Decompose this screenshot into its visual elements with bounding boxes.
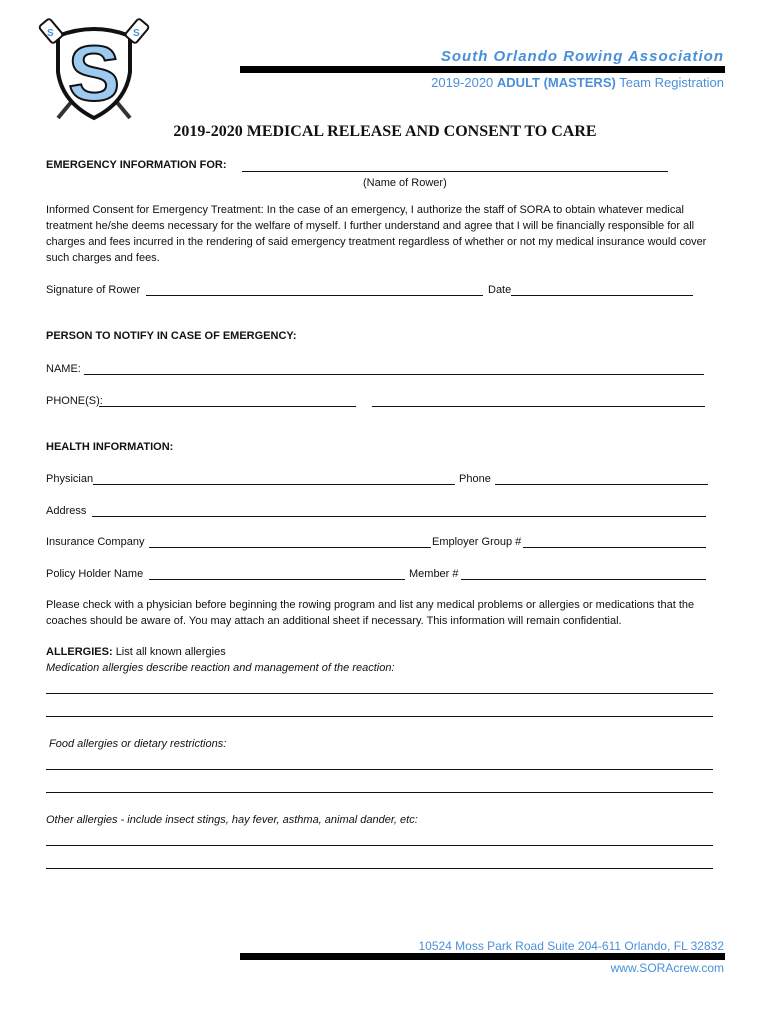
notify-phone-field-2[interactable] [372, 406, 705, 407]
physician-phone-label: Phone [459, 473, 491, 485]
medication-allergies-label: Medication allergies describe reaction and management of the reaction: [46, 662, 395, 674]
physician-phone-field[interactable] [495, 484, 708, 485]
rower-name-field[interactable] [242, 171, 668, 172]
rower-name-caption: (Name of Rower) [363, 177, 447, 189]
signature-label: Signature of Rower [46, 284, 141, 296]
food-allergies-label: Food allergies or dietary restrictions: [49, 738, 227, 750]
employer-group-label: Employer Group # [432, 536, 522, 548]
address-label: Address [46, 505, 87, 517]
food-allergies-line-1[interactable] [46, 769, 713, 770]
health-instructions: Please check with a physician before beginning the rowing program and list any medical problems or allergies or medications that the coaches should be aware of. You may attach an additional sheet if necessary. This information will remain confidential. [46, 599, 695, 627]
health-heading: HEALTH INFORMATION: [46, 441, 174, 453]
consent-text: Informed Consent for Emergency Treatment: In the case of an emergency, I authorize the staff of SORA to obtain whatever medical treatment he/she deems necessary for the welfare of myself. I further understand and agree that I will be financially responsible for all charges and fees incurred in the rendering of said emergency treatment regardless of whether or not my medical insurance would cover such charges and fees. [46, 204, 707, 264]
member-number-field[interactable] [461, 579, 706, 580]
food-allergies-line-2[interactable] [46, 792, 713, 793]
insurance-field[interactable] [149, 547, 431, 548]
notify-phone-label: PHONE(S): [46, 395, 103, 407]
logo-blade-letter-left: S [47, 28, 54, 39]
allergies-note: List all known allergies [115, 646, 226, 658]
policy-holder-field[interactable] [149, 579, 405, 580]
logo-letter: S [67, 29, 121, 117]
medication-allergies-line-2[interactable] [46, 716, 713, 717]
physician-label: Physician [46, 473, 94, 485]
other-allergies-label: Other allergies - include insect stings, hay fever, asthma, animal dander, etc: [46, 814, 418, 826]
notify-name-field[interactable] [84, 374, 704, 375]
footer-address: 10524 Moss Park Road Suite 204-611 Orlando, FL 32832 [418, 939, 724, 953]
emergency-info-label: EMERGENCY INFORMATION FOR: [46, 159, 227, 171]
registration-subtitle [431, 75, 724, 90]
policy-holder-label: Policy Holder Name [46, 568, 144, 580]
logo-blade-letter-right: S [133, 28, 140, 39]
header-divider [240, 66, 725, 73]
subtitle-season: 2019-2020 [431, 75, 494, 90]
date-field[interactable] [511, 295, 693, 296]
form-title: 2019-2020 MEDICAL RELEASE AND CONSENT TO CARE [173, 123, 597, 140]
signature-field[interactable] [146, 295, 483, 296]
notify-heading: PERSON TO NOTIFY IN CASE OF EMERGENCY: [46, 330, 297, 342]
sora-logo [38, 14, 150, 126]
allergies-heading: ALLERGIES: [46, 646, 113, 658]
medication-allergies-line-1[interactable] [46, 693, 713, 694]
other-allergies-line-1[interactable] [46, 845, 713, 846]
address-field[interactable] [92, 516, 706, 517]
insurance-label: Insurance Company [46, 536, 145, 548]
allergies-heading-row [46, 644, 226, 660]
footer-website[interactable]: www.SORAcrew.com [610, 961, 724, 975]
date-label: Date [488, 284, 512, 296]
footer-divider [240, 953, 725, 960]
other-allergies-line-2[interactable] [46, 868, 713, 869]
physician-field[interactable] [93, 484, 455, 485]
subtitle-suffix: Team Registration [619, 75, 724, 90]
notify-phone-field-1[interactable] [99, 406, 356, 407]
notify-name-label: NAME: [46, 363, 81, 375]
org-name: South Orlando Rowing Association [440, 48, 724, 65]
subtitle-team: ADULT (MASTERS) [496, 75, 616, 90]
employer-group-field[interactable] [523, 547, 706, 548]
member-number-label: Member # [409, 568, 459, 580]
